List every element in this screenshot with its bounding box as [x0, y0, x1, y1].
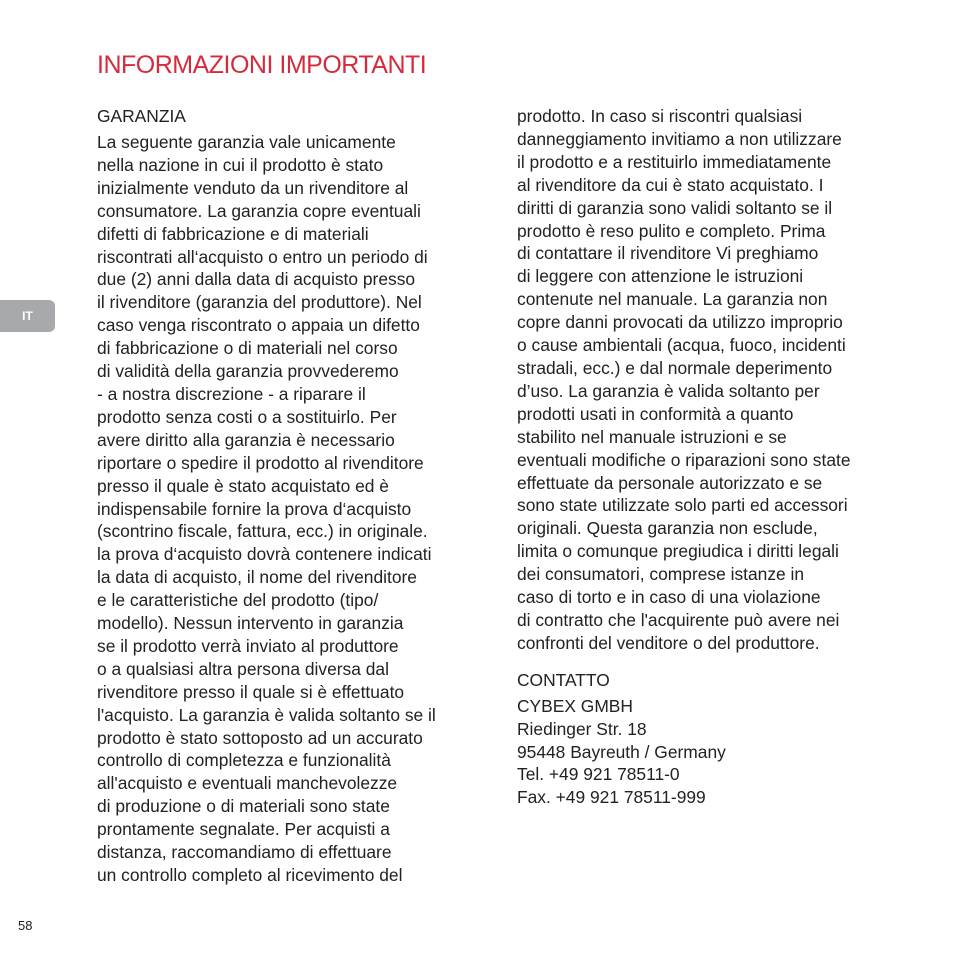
text-line: eventuali modifiche o riparazioni sono state: [517, 449, 851, 470]
text-line: di produzione o di materiali sono state: [97, 796, 390, 817]
text-line: consumatore. La garanzia copre eventuali: [97, 200, 421, 221]
text-line: La seguente garanzia vale unicamente: [97, 132, 396, 152]
text-line: o a qualsiasi altra persona diversa dal: [97, 658, 389, 679]
contact-city: 95448 Bayreuth / Germany: [517, 741, 726, 762]
text-line: danneggiamento invitiamo a non utilizzare: [517, 128, 842, 149]
text-line: di contattare il rivenditore Vi preghiamo: [517, 243, 819, 264]
text-line: inizialmente venduto da un rivenditore al: [97, 177, 409, 198]
page-title: INFORMAZIONI IMPORTANTI: [97, 51, 427, 79]
text-line: prodotto senza costi o a sostituirlo. Per: [97, 406, 397, 427]
text-line: rivenditore presso il quale si è effettuato: [97, 681, 405, 702]
text-line: se il prodotto verrà inviato al produttore: [97, 635, 399, 656]
language-tab-label: IT: [22, 309, 33, 323]
text-line: avere diritto alla garanzia è necessario: [97, 429, 395, 450]
text-line: il prodotto e a restituirlo immediatamente: [517, 151, 832, 172]
contact-tel: Tel. +49 921 78511-0: [517, 764, 680, 785]
text-line: due (2) anni dalla data di acquisto presso: [97, 269, 416, 290]
text-line: controllo di completezza e funzionalità: [97, 750, 391, 771]
warranty-text-continued: [517, 105, 902, 655]
text-line: sono state utilizzate solo parti ed accessori: [517, 495, 848, 516]
text-line: di leggere con attenzione le istruzioni: [517, 266, 804, 287]
text-line: indispensabile fornire la prova d‘acquisto: [97, 498, 412, 519]
text-line: (scontrino fiscale, fattura, ecc.) in originale.: [97, 521, 428, 542]
text-line: riscontrati all‘acquisto o entro un periodo di: [97, 246, 428, 267]
text-line: limita o comunque pregiudica i diritti legali: [517, 541, 839, 562]
text-line: il rivenditore (garanzia del produttore). Nel: [97, 292, 422, 313]
contact-heading: CONTATTO: [517, 669, 610, 690]
text-line: caso di torto e in caso di una violazione: [517, 587, 821, 608]
text-line: d’uso. La garanzia è valida soltanto per: [517, 380, 820, 401]
text-line: al rivenditore da cui è stato acquistato. I: [517, 174, 824, 195]
language-tab: [0, 300, 55, 332]
page-number: 58: [18, 918, 33, 933]
text-line: prontamente segnalate. Per acquisti a: [97, 819, 390, 840]
text-line: modello). Nessun intervento in garanzia: [97, 613, 404, 634]
text-line: originali. Questa garanzia non esclude,: [517, 518, 818, 539]
text-line: prodotto è reso pulito e completo. Prima: [517, 220, 826, 241]
contact-street: Riedinger Str. 18: [517, 718, 647, 739]
text-line: presso il quale è stato acquistato ed è: [97, 475, 389, 496]
text-line: stradali, ecc.) e dal normale deperimento: [517, 357, 833, 378]
text-line: di contratto che l'acquirente può avere nei: [517, 609, 840, 630]
text-line: all'acquisto e eventuali manchevolezze: [97, 773, 398, 794]
text-line: di fabbricazione o di materiali nel corso: [97, 338, 398, 359]
contact-company: CYBEX GMBH: [517, 695, 633, 716]
text-line: - a nostra discrezione - a riparare il: [97, 383, 366, 404]
text-line: stabilito nel manuale istruzioni e se: [517, 426, 787, 447]
left-column: [97, 105, 482, 887]
right-column: [517, 105, 902, 809]
text-line: distanza, raccomandiamo di effettuare: [97, 842, 392, 863]
text-line: confronti del venditore o del produttore.: [517, 632, 820, 653]
text-line: copre danni provocati da utilizzo improprio: [517, 312, 843, 333]
text-line: difetti di fabbricazione e di materiali: [97, 223, 369, 244]
text-line: un controllo completo al ricevimento del: [97, 865, 403, 885]
text-line: prodotti usati in conformità a quanto: [517, 403, 794, 424]
text-line: riportare o spedire il prodotto al rivenditore: [97, 452, 424, 473]
text-line: nella nazione in cui il prodotto è stato: [97, 154, 384, 175]
text-line: dei consumatori, comprese istanze in: [517, 564, 805, 585]
text-line: e le caratteristiche del prodotto (tipo/: [97, 590, 379, 611]
text-line: la data di acquisto, il nome del rivenditore: [97, 567, 417, 588]
text-line: contenute nel manuale. La garanzia non: [517, 289, 828, 310]
text-line: prodotto è stato sottoposto ad un accurato: [97, 727, 423, 748]
warranty-heading: GARANZIA: [97, 106, 186, 126]
contact-fax: Fax. +49 921 78511-999: [517, 787, 706, 808]
text-line: diritti di garanzia sono validi soltanto se il: [517, 197, 833, 218]
warranty-text: [97, 131, 482, 887]
text-line: la prova d‘acquisto dovrà contenere indicati: [97, 544, 432, 565]
text-line: effettuate da personale autorizzato e se: [517, 472, 823, 493]
text-line: l'acquisto. La garanzia è valida soltanto se il: [97, 704, 436, 725]
text-line: prodotto. In caso si riscontri qualsiasi: [517, 106, 803, 126]
text-line: di validità della garanzia provvederemo: [97, 361, 399, 382]
text-line: caso venga riscontrato o appaia un difetto: [97, 315, 420, 336]
text-line: o cause ambientali (acqua, fuoco, incidenti: [517, 335, 846, 356]
